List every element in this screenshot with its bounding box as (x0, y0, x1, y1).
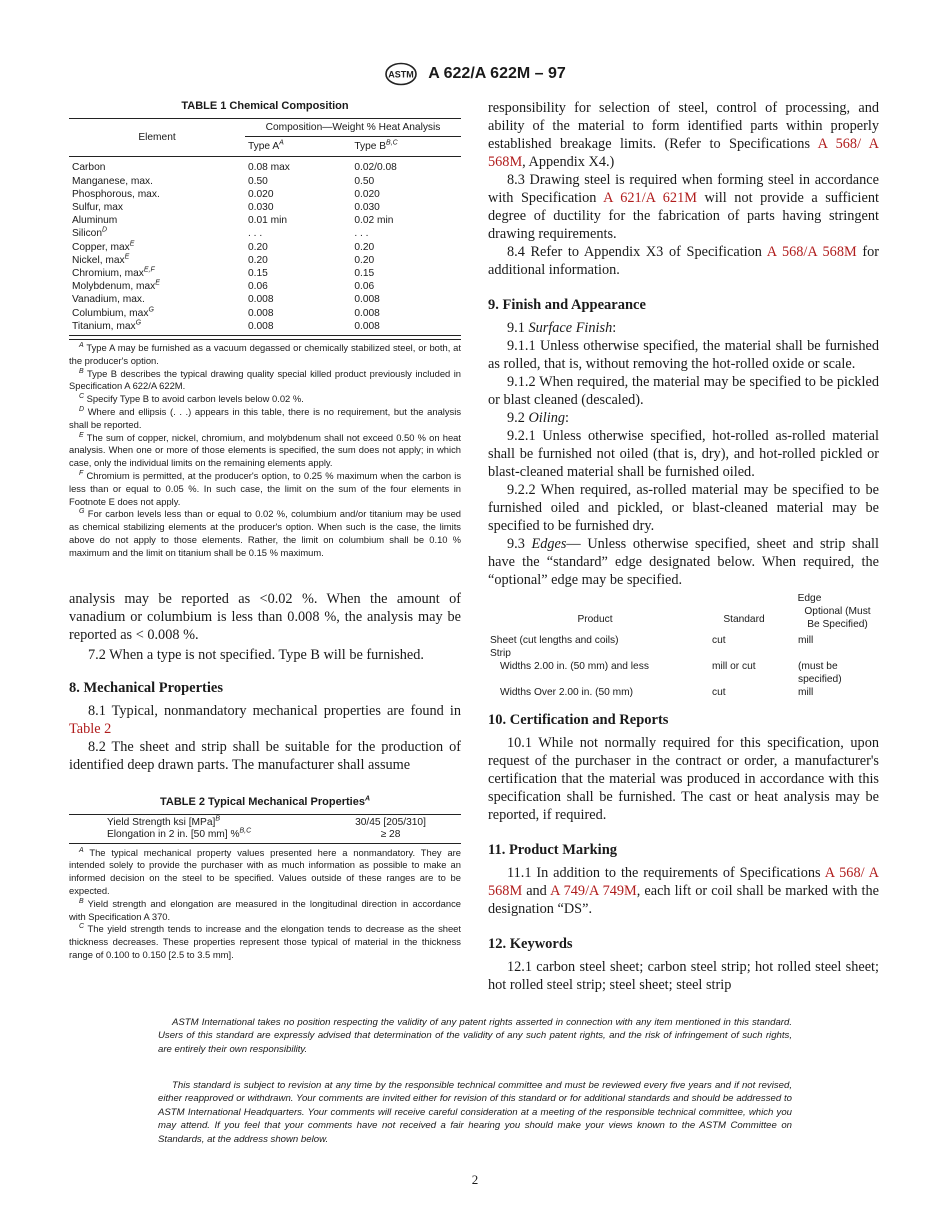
element-cell: Manganese, max. (72, 175, 153, 187)
table-row (488, 647, 879, 660)
value-cell: ≥ 28 (380, 829, 401, 841)
type-a-cell: 0.01 min (248, 215, 288, 227)
standard-cell: cut (712, 687, 726, 698)
table-row (69, 157, 461, 175)
element-cell: Chromium, $\max^{E,F}$ (72, 266, 155, 280)
element-cell: Carbon (72, 162, 106, 174)
element-cell: Vanadium, max. (72, 294, 145, 306)
paragraph-11-1: 11.1 In addition to the requirements of Specifications A 568/ A 568M and A 749/A 749M, each lift or coil shall be marked with the designation “DS”. (488, 865, 880, 917)
table-row (69, 227, 461, 240)
paragraph-8-4: 8.4 Refer to Appendix X3 of Specification A 568/A 568M for additional information. (488, 244, 880, 278)
product-cell: Sheet (cut lengths and coils) (490, 635, 619, 646)
page-header (0, 62, 950, 86)
type-a-cell: 0.06 (248, 281, 268, 293)
table-row (69, 188, 461, 201)
element-cell: Columbium, $\max^G$ (72, 306, 154, 319)
product-cell: Strip (490, 648, 511, 659)
property-cell: Elongation in 2 in. [50 mm] %$^{B,C}$ (107, 827, 252, 841)
table-row (69, 175, 461, 188)
table2-block (69, 796, 461, 962)
table-row (69, 201, 461, 214)
document-designation: A 622/A 622M – 97 (428, 65, 566, 82)
edge-header: Edge (797, 593, 822, 604)
table-row (69, 280, 461, 293)
type-b-cell: 0.02/0.08 (354, 162, 397, 174)
spec-a568-link[interactable]: A 568/ A 568M (488, 136, 879, 170)
heading-11: 11. Product Marking (488, 842, 618, 858)
footnote: $^C$ The yield strength tends to increase and the elongation tends to decrease as the sheet thickness decreases. These properties represent those typical of material in the thickness range of 0.100 to 0.150 [2.5 to 3.5 mm]. (69, 923, 462, 960)
paragraph-8-1: 8.1 Typical, nonmandatory mechanical properties are found in Table 2 (69, 702, 461, 737)
table1-title: TABLE 1 Chemical Composition (181, 100, 349, 112)
col-group: Composition—Weight % Heat Analysis (245, 119, 461, 137)
paragraph-9-1-2: 9.1.2 When required, the material may be specified to be pickled or blast cleaned (descaled). (488, 374, 879, 408)
type-b-cell: 0.02 min (354, 215, 394, 227)
element-cell: Nickel, $\max^E$ (72, 253, 130, 266)
type-a-cell: 0.15 (248, 268, 268, 280)
table-row (69, 241, 461, 254)
chemical-composition-table (69, 118, 461, 336)
standard-cell: cut (712, 635, 726, 646)
col-type-a: Type $A^A$ (248, 139, 284, 153)
optional-cell (786, 647, 879, 660)
type-a-cell: 0.08 max (248, 162, 290, 174)
type-a-cell: 0.20 (248, 254, 268, 266)
left-body-text (69, 590, 461, 774)
type-b-cell: 0.20 (354, 254, 375, 266)
astm-logo-icon (384, 62, 418, 86)
paragraph-12-1: 12.1 carbon steel sheet; carbon steel strip; hot rolled steel sheet; hot rolled steel strip; steel sheet; steel strip (488, 959, 879, 993)
spec-a568-link[interactable]: A 568/ A 568M (488, 865, 879, 899)
paragraph-7-1-continued: analysis may be reported as <0.02 %. When the amount of vanadium or columbium is less than 0.008 %, the analysis may be reported as < 0.008 %. (69, 590, 461, 643)
table-row (69, 267, 461, 280)
element-cell: Sulfur, max (72, 202, 123, 214)
paragraph-8-3: 8.3 Drawing steel is required when forming steel in accordance with Specification A 621/A 621M will not provide a sufficient degree of ductility for the fabrication of parts having stringent drawing requirements. (488, 172, 879, 242)
table-row (488, 686, 879, 699)
footnote: $^C$ Specify Type B to avoid carbon levels below 0.02 %. (79, 393, 304, 405)
svg-text:ASTM: ASTM (388, 69, 414, 80)
footnote: $^F$ Chromium is permitted, at the producer's option, to 0.25 % maximum when the carbon is less than or equal to 0.05 %. In such case, the limit on the sum of the four elements in Footnote E does not apply. (69, 469, 462, 507)
type-b-cell: 0.008 (351, 320, 461, 336)
page-number: 2 (471, 1172, 479, 1187)
heading-8: 8. Mechanical Properties (69, 679, 223, 696)
type-a-cell: 0.20 (248, 241, 268, 253)
footnote: $^G$ For carbon levels less than or equal to 0.02 %, columbium and/or titanium may be used as chemical stabilizing elements at the producer's option. When such is the case, the limits above do not apply to those elements. Rather, the limit on columbium shall be 0.10 % maximum and the limit on titanium shall be 0.15 % maximum. (69, 508, 461, 558)
footnote: $^D$ Where and ellipsis (. . .) appears in this table, there is no requirement, but the analysis shall be reported. (69, 405, 462, 430)
right-column (488, 99, 879, 994)
paragraph-9-1-1: 9.1.1 Unless otherwise specified, the material shall be furnished as rolled, that is, without removing the hot-rolled oxide or scale. (488, 338, 879, 372)
value-cell: 30/45 [205/310] (355, 816, 426, 828)
type-a-cell: 0.020 (248, 188, 274, 200)
type-b-cell: 0.030 (354, 202, 380, 214)
element-cell: Aluminum (72, 215, 118, 227)
type-b-cell: . . . (354, 228, 369, 240)
type-a-cell: 0.008 (248, 307, 274, 319)
heading-12: 12. Keywords (488, 936, 573, 952)
table-row (69, 814, 461, 829)
table-2-link[interactable]: Table 2 (69, 720, 112, 737)
paragraph-10-1: 10.1 While not normally required for this specification, upon request of the purchaser in the contract or order, a manufacturer's certification that the material was produced in accordance with this specification shall be furnished. The cast or heat analysis may be reported, if required. (488, 735, 879, 823)
footnote: $^A$ Type A may be furnished as a vacuum degassed or chemically stabilized steel, or both, at the producer's option. (69, 341, 462, 366)
mechanical-properties-table (69, 814, 461, 844)
spec-a749-link[interactable]: A 749/A 749M (550, 883, 637, 899)
table-row (69, 829, 461, 843)
type-b-cell: 0.20 (354, 241, 375, 253)
element-cell: Titanium, $\max^G$ (69, 320, 245, 336)
col-type-b: Type $B^{B,C}$ (354, 139, 398, 153)
paragraph-9-2-2: 9.2.2 When required, as-rolled material may be specified to be furnished oiled and pickled, or blast-cleaned material may be specified to be furnished dry. (488, 482, 879, 534)
type-b-cell: 0.50 (354, 175, 375, 187)
table-row (69, 307, 461, 320)
optional-cell: mill (798, 687, 814, 698)
type-a-cell: . . . (248, 228, 263, 240)
type-a-cell: 0.030 (248, 202, 274, 214)
paragraph-8-2-continued: responsibility for selection of steel, control of processing, and ability of the material to form identified parts within properly established breakage limits. (Refer to Specifications A 568/ A 568M, Appendix X4.) (488, 100, 879, 170)
optional-header: Optional (Must Be Specified) (804, 606, 871, 630)
table1-footnotes (69, 339, 461, 560)
paragraph-7-2: 7.2 When a type is not specified. Type B will be furnished. (88, 646, 424, 663)
spec-a621-link[interactable]: A 621/A 621M (603, 190, 697, 206)
product-cell: Widths Over 2.00 in. (50 mm) (500, 687, 634, 698)
table-row (488, 634, 879, 647)
type-b-cell: 0.008 (354, 307, 380, 319)
table-row (69, 320, 461, 336)
footnote: $^A$ The typical mechanical property values presented here a nonmandatory. They are intended solely to provide the purchaser with as much information as possible to make an informed decision on the steel to be specified. Values outside of these ranges are to be expected. (69, 846, 461, 896)
table2-footnotes (69, 847, 461, 962)
revision-notice: This standard is subject to revision at any time by the responsible technical committee and must be reviewed every five years and if not revised, either reapproved or withdrawn. Your comments are invited either for revision of this standard or for additional standards and should be addressed to ASTM International Headquarters. Your comments will receive careful consideration at a meeting of the responsible technical committee, which you may attend. If you feel that your comments have not received a fair hearing you should make your views known to the ASTM Committee on Standards, at the address shown below. (158, 1080, 792, 1145)
standard-header: Standard (723, 614, 765, 625)
type-b-cell: 0.008 (354, 294, 380, 306)
property-cell: Yield Strength ksi [MPa]$^B$ (107, 815, 221, 828)
type-b-cell: 0.15 (354, 268, 375, 280)
heading-9: 9. Finish and Appearance (488, 297, 646, 313)
optional-cell: (must be specified) (798, 661, 842, 685)
table2-title: TABLE 2 Typical Mechanical Properties$^A$ (159, 794, 371, 808)
type-b-cell: 0.020 (354, 188, 380, 200)
col-element: Element (69, 119, 245, 157)
standard-cell (702, 647, 786, 660)
spec-a568-link[interactable]: A 568/A 568M (766, 244, 857, 260)
footnote: $^E$ The sum of copper, nickel, chromium, and molybdenum shall not exceed 0.50 % on heat analysis. When one or more of those elements is specified, the sum does not apply; in which case, only the individual limits on the remaining elements apply. (69, 431, 461, 469)
optional-cell: mill (798, 635, 814, 646)
paragraph-9-2-1: 9.2.1 Unless otherwise specified, hot-rolled as-rolled material shall be furnished not oiled (that is, dry), and hot-rolled pickled or blast-cleaned material shall be furnished oiled. (488, 428, 879, 480)
element-cell: Copper, $\max^E$ (72, 240, 135, 253)
type-a-cell: 0.50 (248, 175, 268, 187)
type-a-cell: 0.008 (248, 294, 274, 306)
left-column (69, 96, 461, 962)
paragraph-9-1: 9.1 Surface Finish: (507, 320, 617, 336)
element-cell: Silicon$^D$ (72, 227, 108, 240)
type-a-cell: 0.008 (245, 320, 351, 336)
table-row (69, 293, 461, 306)
patent-notice: ASTM International takes no position respecting the validity of any patent rights asserted in connection with any item mentioned in this standard. Users of this standard are expressly advised that determination of the validity of any such patent rights, and the risk of infringement of such rights, are entirely their own responsibility. (158, 1017, 792, 1055)
table-row (69, 254, 461, 267)
paragraph-9-2: 9.2 Oiling: (507, 410, 569, 426)
table-row (488, 660, 879, 686)
edge-table (488, 592, 879, 699)
heading-10: 10. Certification and Reports (488, 712, 669, 728)
table-row (69, 214, 461, 227)
type-b-cell: 0.06 (354, 281, 375, 293)
element-cell: Molybdenum, $\max^E$ (72, 279, 160, 293)
paragraph-8-2: 8.2 The sheet and strip shall be suitable for the production of identified deep drawn parts. The manufacturer shall assume (69, 738, 461, 773)
footnote: $^B$ Type B describes the typical drawing quality special killed product previously included in Specification A 622/A 622M. (69, 367, 462, 392)
product-cell: Widths 2.00 in. (50 mm) and less (500, 661, 649, 672)
footnote: $^B$ Yield strength and elongation are measured in the longitudinal direction in accordance with Specification A 370. (69, 897, 461, 922)
element-cell: Phosphorous, max. (72, 188, 160, 200)
standard-cell: mill or cut (712, 661, 756, 672)
product-header: Product (577, 614, 613, 625)
paragraph-9-3: 9.3 Edges— Unless otherwise specified, sheet and strip shall have the “standard” edge designated below. When required, the “optional” edge may be specified. (488, 536, 879, 588)
